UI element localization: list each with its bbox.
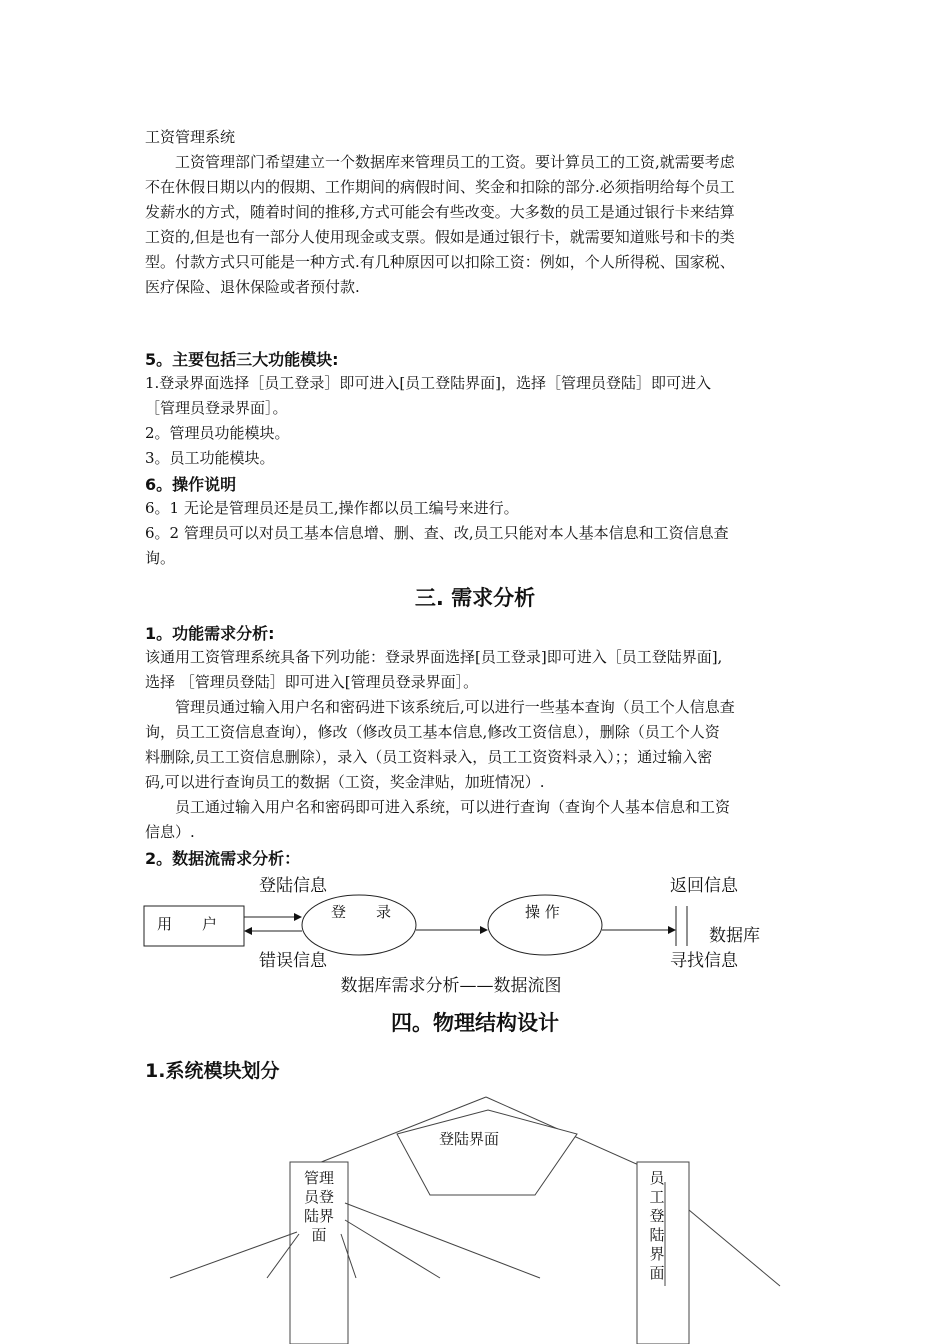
func-line: 料删除,员工工资信息删除），录入（员工资料录入，员工工资资料录入）；；通过输入密	[145, 748, 713, 766]
func-line: 信息）.	[145, 823, 195, 841]
intro-title: 工资管理系统	[145, 128, 236, 146]
section5-heading: 5。主要包括三大功能模块:	[145, 350, 339, 369]
chapter3-title: 三. 需求分析	[414, 586, 536, 610]
dataflow-diagram	[144, 895, 687, 955]
section5-line: 3。员工功能模块。	[145, 449, 275, 467]
dataflow-caption: 数据库需求分析——数据流图	[340, 976, 562, 996]
intro-line: 型。付款方式只可能是一种方式.有几种原因可以扣除工资：例如，个人所得税、国家税、	[145, 253, 735, 271]
modules-heading: 1.系统模块划分	[145, 1060, 280, 1082]
func-line: 选择 ［管理员登陆］即可进入[管理员登录界面］。	[145, 673, 479, 691]
label-return-info: 返回信息	[670, 876, 738, 896]
label-operate: 操 作	[525, 903, 560, 921]
label-find-info: 寻找信息	[670, 951, 738, 971]
intro-line: 工资管理部门希望建立一个数据库来管理员工的工资。要计算员工的工资,就需要考虑	[145, 153, 735, 171]
label-database: 数据库	[709, 926, 760, 946]
label-error-info: 错误信息	[259, 951, 327, 971]
label-login-screen: 登陆界面	[439, 1130, 500, 1148]
intro-line: 医疗保险、退休保险或者预付款.	[145, 278, 360, 296]
section6-line: 询。	[145, 549, 176, 567]
func-line: 码,可以进行查询员工的数据（工资，奖金津贴，加班情况）.	[145, 773, 545, 791]
intro-line: 不在休假日期以内的假期、工作期间的病假时间、奖金和扣除的部分.必须指明给每个员工	[145, 178, 735, 196]
section6-line: 6。1 无论是管理员还是员工,操作都以员工编号来进行。	[145, 499, 519, 517]
chapter4-title: 四。物理结构设计	[391, 1011, 559, 1035]
section5-line: 2。管理员功能模块。	[145, 424, 290, 442]
func-line: 该通用工资管理系统具备下列功能：登录界面选择[员工登录]即可进入［员工登陆界面],	[145, 648, 723, 666]
section6-heading: 6。操作说明	[145, 475, 237, 494]
func-line: 询，员工工资信息查询），修改（修改员工基本信息,修改工资信息），删除（员工个人资	[145, 723, 720, 741]
label-employee-screen: 员工登陆界面	[649, 1169, 665, 1282]
section5-line: 1.登录界面选择［员工登录］即可进入[员工登陆界面]，选择［管理员登陆］即可进入	[145, 374, 712, 392]
dataflow-heading: 2。数据流需求分析：	[145, 849, 301, 868]
section5-line: ［管理员登录界面］。	[145, 399, 288, 417]
intro-line: 工资的,但是也有一部分人使用现金或支票。假如是通过银行卡，就需要知道账号和卡的类	[145, 228, 735, 246]
section6-line: 6。2 管理员可以对员工基本信息增、删、查、改,员工只能对本人基本信息和工资信息查	[145, 524, 729, 542]
label-admin-screen: 管理员登陆界面	[303, 1169, 334, 1244]
label-user: 用 户	[157, 915, 218, 933]
label-login-info: 登陆信息	[259, 876, 327, 896]
label-login: 登 录	[331, 903, 392, 921]
login-screen-pentagon	[397, 1110, 577, 1195]
func-line: 管理员通过输入用户名和密码进下该系统后,可以进行一些基本查询（员工个人信息查	[145, 698, 735, 716]
func-heading: 1。功能需求分析:	[145, 624, 275, 643]
func-line: 员工通过输入用户名和密码即可进入系统，可以进行查询（查询个人基本信息和工资	[145, 798, 731, 816]
intro-line: 发薪水的方式，随着时间的推移,方式可能会有些改变。大多数的员工是通过银行卡来结算	[145, 203, 735, 221]
